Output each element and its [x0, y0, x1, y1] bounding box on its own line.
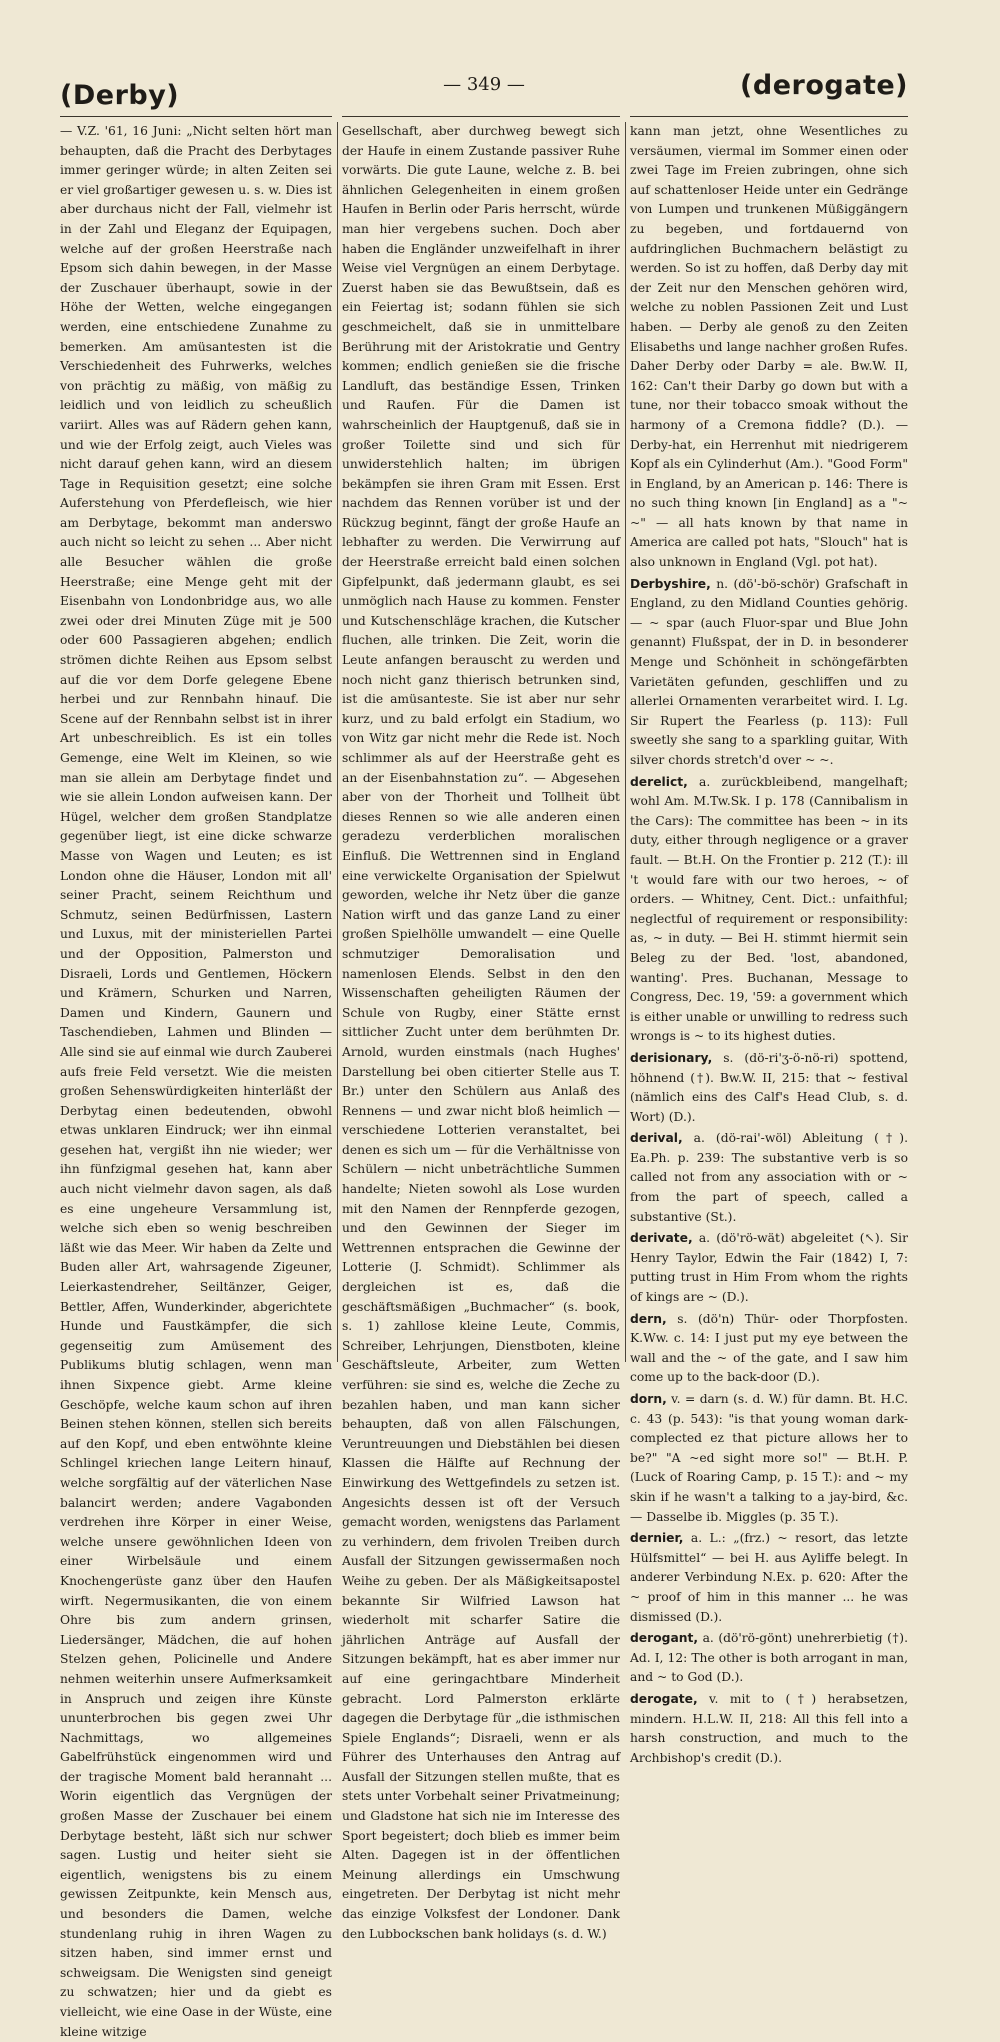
header-left-catchword: (Derby) [60, 80, 180, 111]
headword: derogant, [630, 1631, 699, 1646]
entry-derelict: derelict, a. zurückbleibend, mangelhaft; wohl Am. M.Tw.Sk. I p. 178 (Cannibalism in the Cars): The committee has been ~ in its duty, either through negligence or a graver fault. — Bt.H. On the Frontier p. 212 (T.): ill 't would fare with our two heroes, ~ of orders. — Whitney, Cent. Dict.: unfaithful; neglectful of requirement or responsibility: as, ~ in duty. — Bei H. stimmt hiermit sein Beleg zu der Bed. 'lost, abandoned, wanting'. Pres. Buchanan, Message to Congress, Dec. 19, '59: a government which is either unable or unwilling to redress such wrongs is ~ to its highest duties. [630, 774, 908, 1044]
column-divider [337, 122, 338, 1362]
page-header [60, 70, 908, 118]
entry-derby-continued: kann man jetzt, ohne Wesentliches zu versäumen, viermal im Sommer einen oder zwei Tage im Freien zubringen, ohne sich auf schattenloser Heide unter ein Gedränge von Lumpen und trunkenen Müßiggängern zu begeben, und fortdauernd von aufdringlichen Buchmachern belästigt zu werden. So ist zu hoffen, daß Derby day mit der Zeit nur den Menschen gehören wird, welche zu noblen Passionen Zeit und Lust haben. — Derby ale genoß zu den Zeiten Elisabeths und lange nachher großen Rufes. Daher Derby oder Darby = ale. Bw.W. II, 162: Can't their Darby go down but with a tune, nor their tobacco smoak without the harmony of a Cremona fiddle? (D.). — Derby-hat, ein Herrenhut mit niedrigerem Kopf als ein Cylinderhut (Am.). "Good Form" in England, by an American p. 146: There is no such thing known [in England] as a "~ ~" — all hats known by that name in America are called pot hats, "Slouch" hat is also unknown in England (Vgl. pot hat). [630, 124, 908, 570]
page-number: — 349 — [443, 74, 525, 95]
header-rule [342, 116, 620, 117]
entry-derogate: derogate, v. mit to (†) herabsetzen, mindern. H.L.W. II, 218: All this fell into a harsh construction, and much to the Archbishop's credit (D.). [630, 1691, 908, 1765]
headword: Derbyshire, [630, 576, 711, 591]
column-3 [630, 122, 908, 1765]
headword: dern, [630, 1311, 667, 1326]
headword: derelict, [630, 774, 688, 789]
header-rule [60, 116, 332, 117]
column-2-text: Gesellschaft, aber durchweg bewegt sich der Haufe in einem Zustande passiver Ruhe vorwärts. Die gute Laune, welche z. B. bei ähnlichen Gelegenheiten in einem großen Haufen in Berlin oder Paris herrscht, würde man hier vergebens suchen. Doch aber haben die Engländer unzweifelhaft in ihrer Weise viel Vergnügen an einem Derbytage. Zuerst haben sie das Bewußtsein, daß es ein Feiertag ist; sodann fühlen sie sich geschmeichelt, daß sie in unmittelbare Berührung mit der Aristokratie und Gentry kommen; endlich genießen sie die frische Landluft, das beständige Essen, Trinken und Raufen. Für die Damen ist wahrscheinlich der Hauptgenuß, daß sie in großer Toilette sind und sich für unwiderstehlich halten; im übrigen bekämpfen sie ihren Gram mit Essen. Erst nachdem das Rennen vorüber ist und der Rückzug beginnt, fängt der große Haufe an lebhafter zu werden. Die Verwirrung auf der Heerstraße erreicht bald einen solchen Gipfelpunkt, daß jedermann glaubt, es sei unmöglich nach Hause zu kommen. Fenster und Kutschenschläge krachen, die Kutscher fluchen, alle trinken. Die Zeit, worin die Leute anfangen berauscht zu werden und noch nicht ganz thierisch betrunken sind, ist die amüsanteste. Sie ist aber nur sehr kurz, und zu bald erfolgt ein Stadium, wo von Witz gar nicht mehr die Rede ist. Noch schlimmer als auf der Heerstraße geht es an der Eisenbahnstation zu“. — Abgesehen aber von der Thorheit und Tollheit übt dieses Rennen so wie alle anderen einen geradezu verderblichen moralischen Einfluß. Die Wettrennen sind in England eine verwickelte Organisation der Spielwut geworden, welche ihr Netz über die ganze Nation wirft und das ganze Land zu einer großen Spielhölle umwandelt — eine Quelle schmutziger Demoralisation und namenlosen Elends. Selbst in den den Wissenschaften geheiligten Räumen der Schule von Rugby, einer Stätte ernst sittlicher Zucht unter dem berühmten Dr. Arnold, wurden einstmals (nach Hughes' Darstellung bei oben citierter Stelle aus T. Br.) unter den Schülern aus Anlaß des Rennens — und zwar nicht bloß heimlich — verschiedene Lotterien veranstaltet, bei denen es sich um — für die Verhältnisse von Schülern — nicht unbeträchtliche Summen handelte; Nieten sowohl als Lose wurden mit den Namen der Rennpferde gezogen, und den Gewinnen der Sieger im Wettrennen entsprachen die Gewinne der Lotterie (J. Schmidt). Schlimmer als dergleichen ist es, daß die geschäftsmäßigen „Buchmacher“ (s. book, s. 1) zahllose kleine Leute, Commis, Schreiber, Lehrjungen, Dienstboten, kleine Geschäftsleute, Arbeiter, zum Wetten verführen: sie sind es, welche die Zeche zu bezahlen haben, und man kann sicher behaupten, daß von allen Fälschungen, Veruntreuungen und Diebstählen bei diesen Klassen die Hälfte auf Rechnung der Einwirkung des Wettgefindels zu setzen ist. Angesichts dessen ist oft der Versuch gemacht worden, wenigstens das Parlament zu verhindern, dem frivolen Treiben durch Ausfall der Sitzungen gewissermaßen noch Weihe zu geben. Der als Mäßigkeitsapostel bekannte Sir Wilfried Lawson hat wiederholt mit scharfer Satire die jährlichen Anträge auf Ausfall der Sitzungen bekämpft, hat es aber immer nur auf eine geringachtbare Minderheit gebracht. Lord Palmerston erklärte dagegen die Derbytage für „die isthmischen Spiele Englands“; Disraeli, wenn er als Führer des Unterhauses den Antrag auf Ausfall der Sitzungen stellen mußte, that es stets unter Vorbehalt seiner Privatmeinung; und Gladstone hat sich nie im Interesse des Sport begeistert; doch blieb es immer beim Alten. Dagegen ist in der öffentlichen Meinung allerdings ein Umschwung eingetreten. Der Derbytag ist nicht mehr das einzige Volksfest der Londoner. Dank den Lubbockschen bank holidays (s. d. W.) [342, 124, 620, 1941]
headword: dernier, [630, 1531, 684, 1546]
headword: derivate, [630, 1231, 693, 1246]
entry-dern: dern, s. (dö'n) Thür- oder Thorpfosten. K.Ww. c. 14: I just put my eye between the wall and the ~ of the gate, and I saw him come up to the back-door (D.). [630, 1311, 908, 1385]
column-2 [342, 122, 620, 1941]
entry-derisionary: derisionary, s. (dö-ri'ʒ-ö-nö-ri) spottend, höhnend (†). Bw.W. II, 215: that ~ festival (nämlich eins des Calf's Head Club, s. d. Wort) (D.). [630, 1050, 908, 1124]
entry-derbyshire: Derbyshire, n. (dö'-bö-schör) Grafschaft in England, zu den Midland Counties gehörig. — ~ spar (auch Fluor-spar und Blue John genannt) Flußspat, der in D. in besonderer Menge und Schönheit in schöngefärbten Varietäten gefunden, geschliffen und zu allerlei Ornamenten verarbeitet wird. I. Lg. Sir Rupert the Fearless (p. 113): Full sweetly she sang to a sparkling guitar, With silver chords stretch'd over ~ ~. [630, 576, 908, 767]
column-1 [60, 122, 332, 2039]
header-right-catchword: (derogate) [740, 70, 908, 101]
entry-dernier: dernier, a. L.: „(frz.) ~ resort, das letzte Hülfsmittel“ — bei H. aus Ayliffe belegt. In anderer Verbindung N.Ex. p. 620: After the ~ proof of him in this manner ... he was dismissed (D.). [630, 1531, 908, 1624]
entry-dorn: dorn, v. = darn (s. d. W.) für damn. Bt. H.C. c. 43 (p. 543): "is that young woman dark-complected ez that picture allows her to be?" "A ~ed sight more so!" — Bt.H. P. (Luck of Roaring Camp, p. 15 T.): and ~ my skin if he wasn't a talking to a jay-bird, &c. — Dasselbe ib. Miggles (p. 35 T.). [630, 1392, 908, 1524]
headword: derisionary, [630, 1050, 713, 1065]
column-1-text: — V.Z. '61, 16 Juni: „Nicht selten hört man behaupten, daß die Pracht des Derbytages immer geringer würde; in alten Zeiten sei er viel großartiger gewesen u. s. w. Dies ist aber durchaus nicht der Fall, vielmehr ist in der Zahl und Eleganz der Equipagen, welche auf der großen Heerstraße nach Epsom sich dahin bewegen, in der Masse der Zuschauer überhaupt, sowie in der Höhe der Wetten, welche eingegangen werden, eine entschiedene Zunahme zu bemerken. Am amüsantesten ist die Verschiedenheit des Fuhrwerks, welches von prächtig zu mäßig, von mäßig zu leidlich und von leidlich zu scheußlich variirt. Alles was auf Rädern gehen kann, und wie der Erfolg zeigt, auch Vieles was nicht darauf gehen kann, wird an diesem Tage in Requisition gesetzt; eine solche Auferstehung von Pferdefleisch, wie hier am Derbytage, bekommt man anderswo auch nicht so leicht zu sehen ... Aber nicht alle Besucher wählen die große Heerstraße; eine Menge geht mit der Eisenbahn von Londonbridge aus, wo alle zwei oder drei Minuten Züge mit je 500 oder 600 Passagieren abgehen; endlich strömen dichte Reihen aus Epsom selbst auf die vor dem Dorfe gelegene Ebene herbei und zur Rennbahn hinauf. Die Scene auf der Rennbahn selbst ist in ihrer Art unbeschreiblich. Es ist ein tolles Gemenge, eine Welt im Kleinen, so wie man sie allein am Derbytage findet und wie sie allein London aufweisen kann. Der Hügel, welcher dem großen Standplatze gegenüber liegt, ist eine dicke schwarze Masse von Wagen und Leuten; es ist London ohne die Häuser, London mit all' seiner Pracht, seinem Reichthum und Schmutz, seinen Bedürfnissen, Lastern und Luxus, mit der ministeriellen Partei und der Opposition, Palmerston und Disraeli, Lords und Gentlemen, Höckern und Krämern, Schurken und Narren, Damen und Kindern, Gaunern und Taschendieben, Lahmen und Blinden — Alle sind sie auf einmal wie durch Zauberei aufs freie Feld versetzt. Wie die meisten großen Sehenswürdigkeiten hinterläßt der Derbytag einen bedeutenden, obwohl etwas unklaren Eindruck; wer ihn einmal gesehen hat, vergißt ihn nie wieder; wer ihn fünfzigmal gesehen hat, kann aber auch nicht vielmehr davon sagen, als daß es eine ungeheure Versammlung ist, welche sich eben so wenig beschreiben läßt wie das Meer. Wir haben da Zelte und Buden aller Art, wahrsagende Zigeuner, Leierkastendreher, Seiltänzer, Geiger, Bettler, Affen, Wunderkinder, abgerichtete Hunde und Faustkämpfer, die sich gegenseitig zum Amüsement des Publikums blutig schlagen, wenn man ihnen Sixpence giebt. Arme kleine Geschöpfe, welche kaum schon auf ihren Beinen stehen können, stellen sich bereits auf den Kopf, und eben entwöhnte kleine Schlingel kriechen lange Leitern hinauf, welche sorgfältig auf der väterlichen Nase balancirt werden; andere Vagabonden verdrehen ihre Körper in einer Weise, welche unsere gewöhnlichen Ideen von einer Wirbelsäule und einem Knochengerüste ganz über den Haufen wirft. Negermusikanten, die von einem Ohre bis zum andern grinsen, Liedersänger, Mädchen, die auf hohen Stelzen gehen, Policinelle und Andere nehmen weiterhin unsere Aufmerksamkeit in Anspruch und zeigen ihre Künste ununterbrochen bis gegen zwei Uhr Nachmittags, wo allgemeines Gabelfrühstück eingenommen wird und der tragische Moment bald herannaht ... Worin eigentlich das Vergnügen der großen Masse der Zuschauer bei einem Derbytage besteht, läßt sich nur schwer sagen. Lustig und heiter sieht sie eigentlich, wenigstens bis zu einem gewissen Zeitpunkte, kein Mensch aus, und besonders die Damen, welche stundenlang ruhig in ihren Wagen zu sitzen haben, sind immer ernst und schweigsam. Die Wenigsten sind geneigt zu schwatzen; hier und da giebt es vielleicht, wie eine Oase in der Wüste, eine kleine witzige [60, 124, 332, 2039]
entry-derogant: derogant, a. (dö'rö-gönt) unehrerbietig (†). Ad. I, 12: The other is both arrogant in man, and ~ to God (D.). [630, 1631, 908, 1685]
headword: derogate, [630, 1691, 698, 1706]
entry-derivate: derivate, a. (dö'rö-wät) abgeleitet (↖). Sir Henry Taylor, Edwin the Fair (1842) I, 7: putting trust in Him From whom the rights of kings are ~ (D.). [630, 1231, 908, 1305]
headword: derival, [630, 1131, 683, 1146]
header-rule [630, 116, 908, 117]
headword: dorn, [630, 1392, 667, 1406]
column-divider [625, 122, 626, 1362]
entry-derival: derival, a. (dö-rai'-wöl) Ableitung (†). Ea.Ph. p. 239: The substantive verb is so called not from any association with or ~ from the part of speech, called a substantive (St.). [630, 1131, 908, 1224]
